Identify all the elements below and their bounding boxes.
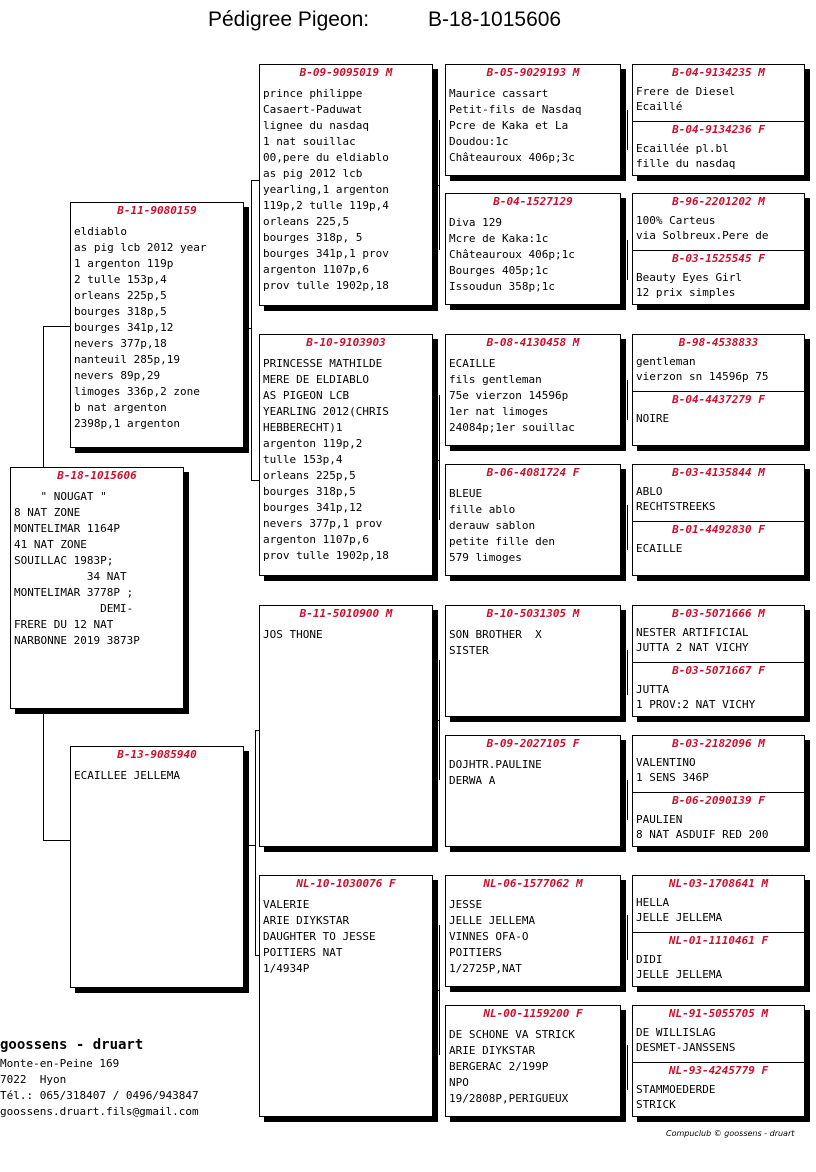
detail-line: DESMET-JANSSENS xyxy=(636,1041,736,1054)
ancestor-male xyxy=(633,65,804,121)
ancestor-female xyxy=(633,1062,804,1118)
detail-line: PAULIEN xyxy=(636,813,683,826)
great-grandparent-ring-number: B-09-2027105 F xyxy=(486,737,580,750)
paternal-grandfather-card xyxy=(259,64,433,306)
detail-line: NOIRE xyxy=(636,412,670,425)
connector-line xyxy=(439,395,440,520)
father-details xyxy=(71,224,243,432)
detail-line: ARIE DIYKSTAR xyxy=(263,914,350,927)
detail-line: via Solbreux.Pere de xyxy=(636,229,769,242)
ancestor-female xyxy=(633,121,804,177)
great-grandparent-details xyxy=(446,215,620,295)
detail-line: petite fille den xyxy=(449,535,555,548)
mother-ring-number: B-13-9085940 xyxy=(117,748,197,761)
detail-line: " NOUGAT " xyxy=(14,490,107,503)
detail-line: vierzon sn 14596p 75 xyxy=(636,370,769,383)
great-grandparent-card xyxy=(445,1005,621,1117)
detail-line: as pig 2012 lcb xyxy=(263,167,363,180)
connector-line xyxy=(627,240,628,280)
ancestor-ring-number: B-03-4135844 M xyxy=(672,466,765,479)
detail-line: prov tulle 1902p,18 xyxy=(263,549,389,562)
ancestor-details xyxy=(633,682,804,712)
page-title xyxy=(0,4,816,32)
ancestor-ring-number: B-03-5071667 F xyxy=(672,664,765,677)
paternal-grandmother-card xyxy=(259,334,433,576)
detail-line: 00,pere du eldiablo xyxy=(263,151,389,164)
ancestor-female xyxy=(633,250,804,306)
paternal-grandmother-details xyxy=(260,356,432,564)
great-grandparent-ring-number: B-06-4081724 F xyxy=(486,466,580,479)
detail-line: NARBONNE 2019 3873P xyxy=(14,634,140,647)
great-grandparent-details xyxy=(446,627,620,659)
detail-line: BERGERAC 2/199P xyxy=(449,1060,549,1073)
maternal-grandmother-ring-number: NL-10-1030076 F xyxy=(296,877,396,890)
connector-line xyxy=(251,180,252,480)
detail-line: fils gentleman xyxy=(449,373,542,386)
ancestor-male xyxy=(633,1006,804,1062)
detail-line: 75e vierzon 14596p xyxy=(449,389,569,402)
ancestor-pair-card xyxy=(632,464,805,576)
great-grandparent-details xyxy=(446,486,620,566)
subject-pigeon-card xyxy=(10,467,184,709)
detail-line: AS PIGEON LCB xyxy=(263,389,350,402)
great-grandparent-card xyxy=(445,875,621,987)
ancestor-details xyxy=(633,1025,804,1055)
ancestor-pair-card xyxy=(632,875,805,987)
ancestor-female xyxy=(633,792,804,848)
detail-line: Issoudun 358p;1c xyxy=(449,280,555,293)
connector-line xyxy=(433,460,440,461)
ancestor-ring-number: B-03-5071666 M xyxy=(672,607,765,620)
detail-line: 8 NAT ASDUIF RED 200 xyxy=(636,828,769,841)
detail-line: tulle 153p,4 xyxy=(263,453,343,466)
great-grandparent-ring-number: NL-06-1577062 M xyxy=(483,877,583,890)
detail-line: PRINCESSE MATHILDE xyxy=(263,357,383,370)
detail-line: SON BROTHER X xyxy=(449,628,542,641)
detail-line: 100% Carteus xyxy=(636,214,716,227)
mother-details xyxy=(71,768,243,784)
ancestor-details xyxy=(633,354,804,384)
ancestor-details xyxy=(633,484,804,514)
connector-line xyxy=(627,780,628,820)
breeder-address: Monte-en-Peine 169 xyxy=(0,1057,120,1070)
great-grandparent-card xyxy=(445,605,621,717)
detail-line: prince philippe xyxy=(263,87,363,100)
detail-line: bourges 341p,12 xyxy=(74,321,174,334)
detail-line: bourges 318p,5 xyxy=(74,305,167,318)
ancestor-ring-number: B-98-4538833 xyxy=(678,336,759,349)
ancestor-details xyxy=(633,411,804,426)
detail-line: Maurice cassart xyxy=(449,87,549,100)
ancestor-male xyxy=(633,876,804,932)
connector-line xyxy=(627,505,628,550)
title-label: Pédigree Pigeon: xyxy=(208,8,370,31)
ancestor-ring-number: NL-93-4245779 F xyxy=(668,1064,769,1077)
detail-line: Châteauroux 406p;1c xyxy=(449,248,575,261)
maternal-grandfather-card xyxy=(259,605,433,847)
great-grandparent-ring-number: B-04-1527129 xyxy=(493,195,573,208)
detail-line: 12 prix simples xyxy=(636,286,736,299)
detail-line: BLEUE xyxy=(449,487,483,500)
ancestor-details xyxy=(633,755,804,785)
subject-details xyxy=(11,489,183,649)
ancestor-pair-card xyxy=(632,735,805,847)
paternal-grandfather-ring-number: B-09-9095019 M xyxy=(299,66,393,79)
ancestor-details xyxy=(633,141,804,171)
ancestor-pair-card xyxy=(632,193,805,305)
ancestor-ring-number: B-96-2201202 M xyxy=(672,195,765,208)
detail-line: 19/2808P,PERIGUEUX xyxy=(449,1092,569,1105)
detail-line: YEARLING 2012(CHRIS xyxy=(263,405,389,418)
detail-line: bourges 318p,5 xyxy=(263,485,356,498)
detail-line: Diva 129 xyxy=(449,216,502,229)
connector-line xyxy=(43,712,44,840)
connector-line xyxy=(251,180,259,181)
breeder-email: goossens.druart.fils@gmail.com xyxy=(0,1105,199,1118)
detail-line: SOUILLAC 1983P; xyxy=(14,554,114,567)
detail-line: JELLE JELLEMA xyxy=(636,911,723,924)
detail-line: Petit-fils de Nasdaq xyxy=(449,103,582,116)
detail-line: bourges 341p,12 xyxy=(263,501,363,514)
great-grandparent-details xyxy=(446,356,620,436)
detail-line: VALENTINO xyxy=(636,756,696,769)
ancestor-details xyxy=(633,213,804,243)
breeder-city: 7022 Hyon xyxy=(0,1073,67,1086)
breeder-info xyxy=(0,1036,240,1120)
detail-line: ECAILLE xyxy=(449,357,496,370)
detail-line: 579 limoges xyxy=(449,551,522,564)
connector-line xyxy=(433,720,440,721)
great-grandparent-ring-number: B-08-4130458 M xyxy=(486,336,580,349)
ancestor-ring-number: NL-03-1708641 M xyxy=(668,877,769,890)
ancestor-male xyxy=(633,736,804,792)
detail-line: 1 nat souillac xyxy=(263,135,356,148)
detail-line: DEMI- xyxy=(14,602,134,615)
detail-line: JOS THONE xyxy=(263,628,323,641)
connector-line xyxy=(627,650,628,695)
father-card xyxy=(70,202,244,448)
detail-line: yearling,1 argenton xyxy=(263,183,389,196)
maternal-grandfather-details xyxy=(260,627,432,643)
ancestor-female xyxy=(633,521,804,577)
detail-line: Beauty Eyes Girl xyxy=(636,271,742,284)
connector-line xyxy=(627,915,628,960)
detail-line: 41 NAT ZONE xyxy=(14,538,87,551)
detail-line: 2 tulle 153p,4 xyxy=(74,273,167,286)
detail-line: Ecaillé xyxy=(636,100,683,113)
ancestor-male xyxy=(633,194,804,250)
ancestor-ring-number: NL-01-1110461 F xyxy=(668,934,769,947)
detail-line: JUTTA xyxy=(636,683,670,696)
detail-line: bourges 318p, 5 xyxy=(263,231,363,244)
detail-line: nevers 377p,18 xyxy=(74,337,167,350)
great-grandparent-card xyxy=(445,334,621,446)
ancestor-details xyxy=(633,1082,804,1112)
detail-line: DIDI xyxy=(636,953,663,966)
title-ring-number: B-18-1015606 xyxy=(428,8,562,31)
connector-line xyxy=(627,1045,628,1090)
detail-line: STRICK xyxy=(636,1098,676,1111)
great-grandparent-card xyxy=(445,193,621,305)
detail-line: prov tulle 1902p,18 xyxy=(263,279,389,292)
ancestor-ring-number: B-01-4492830 F xyxy=(672,523,765,536)
footer-credit: Compuclub © goossens - druart xyxy=(666,1129,795,1138)
detail-line: Bourges 405p;1c xyxy=(449,264,549,277)
detail-line: ABLO xyxy=(636,485,663,498)
great-grandparent-details xyxy=(446,757,620,789)
maternal-grandfather-ring-number: B-11-5010900 M xyxy=(299,607,393,620)
great-grandparent-card xyxy=(445,735,621,847)
detail-line: DERWA A xyxy=(449,774,496,787)
detail-line: NPO xyxy=(449,1076,469,1089)
detail-line: Ecaillée pl.bl xyxy=(636,142,729,155)
great-grandparent-ring-number: B-05-9029193 M xyxy=(486,66,580,79)
detail-line: nevers 89p,29 xyxy=(74,369,161,382)
detail-line: DOJHTR.PAULINE xyxy=(449,758,542,771)
paternal-grandfather-details xyxy=(260,86,432,294)
detail-line: DE SCHONE VA STRICK xyxy=(449,1028,575,1041)
detail-line: 34 NAT xyxy=(14,570,127,583)
ancestor-ring-number: B-06-2090139 F xyxy=(672,794,765,807)
mother-card xyxy=(70,746,244,988)
detail-line: 119p,2 tulle 119p,4 xyxy=(263,199,389,212)
detail-line: 24084p;1er souillac xyxy=(449,421,575,434)
detail-line: JELLE JELLEMA xyxy=(636,968,723,981)
connector-line xyxy=(244,328,252,329)
ancestor-ring-number: B-03-1525545 F xyxy=(672,252,765,265)
detail-line: Frere de Diesel xyxy=(636,85,736,98)
great-grandparent-card xyxy=(445,64,621,176)
great-grandparent-ring-number: NL-00-1159200 F xyxy=(483,1007,583,1020)
detail-line: eldiablo xyxy=(74,225,127,238)
detail-line: RECHTSTREEKS xyxy=(636,500,716,513)
ancestor-pair-card xyxy=(632,64,805,176)
detail-line: 8 NAT ZONE xyxy=(14,506,81,519)
maternal-grandmother-details xyxy=(260,897,432,977)
detail-line: DAUGHTER TO JESSE xyxy=(263,930,376,943)
detail-line: b nat argenton xyxy=(74,401,167,414)
detail-line: Pcre de Kaka et La xyxy=(449,119,569,132)
ancestor-ring-number: B-04-9134235 M xyxy=(672,66,765,79)
connector-line xyxy=(43,840,70,841)
detail-line: 1 argenton 119p xyxy=(74,257,174,270)
detail-line: MONTELIMAR 3778P ; xyxy=(14,586,134,599)
detail-line: FRERE DU 12 NAT xyxy=(14,618,114,631)
detail-line: STAMMOEDERDE xyxy=(636,1083,716,1096)
connector-line xyxy=(255,730,256,955)
detail-line: JESSE xyxy=(449,898,483,911)
detail-line: orleans 225p,5 xyxy=(263,469,356,482)
detail-line: derauw sablon xyxy=(449,519,536,532)
connector-line xyxy=(43,326,70,327)
detail-line: SISTER xyxy=(449,644,489,657)
ancestor-pair-card xyxy=(632,605,805,717)
detail-line: limoges 336p,2 zone xyxy=(74,385,200,398)
father-ring-number: B-11-9080159 xyxy=(117,204,197,217)
connector-line xyxy=(433,185,440,186)
detail-line: NESTER ARTIFICIAL xyxy=(636,626,749,639)
detail-line: ECAILLE xyxy=(636,542,683,555)
ancestor-pair-card xyxy=(632,1005,805,1117)
ancestor-details xyxy=(633,84,804,114)
ancestor-ring-number: B-04-4437279 F xyxy=(672,393,765,406)
detail-line: argenton 1107p,6 xyxy=(263,263,369,276)
detail-line: lignee du nasdaq xyxy=(263,119,369,132)
detail-line: as pig lcb 2012 year xyxy=(74,241,207,254)
ancestor-female xyxy=(633,391,804,447)
detail-line: gentleman xyxy=(636,355,696,368)
detail-line: POITIERS NAT xyxy=(263,946,343,959)
detail-line: VINNES OFA-O xyxy=(449,930,529,943)
connector-line xyxy=(627,110,628,150)
detail-line: Casaert-Paduwat xyxy=(263,103,363,116)
great-grandparent-details xyxy=(446,86,620,166)
ancestor-female xyxy=(633,932,804,988)
detail-line: HELLA xyxy=(636,896,670,909)
subject-ring-number: B-18-1015606 xyxy=(57,469,137,482)
detail-line: argenton 119p,2 xyxy=(263,437,363,450)
great-grandparent-card xyxy=(445,464,621,576)
detail-line: 1/2725P,NAT xyxy=(449,962,522,975)
ancestor-male xyxy=(633,335,804,391)
detail-line: ARIE DIYKSTAR xyxy=(449,1044,536,1057)
breeder-phone: Tél.: 065/318407 / 0496/943847 xyxy=(0,1089,199,1102)
detail-line: DE WILLISLAG xyxy=(636,1026,716,1039)
detail-line: ECAILLEE JELLEMA xyxy=(74,769,180,782)
detail-line: 1er nat limoges xyxy=(449,405,549,418)
paternal-grandmother-ring-number: B-10-9103903 xyxy=(306,336,386,349)
detail-line: MONTELIMAR 1164P xyxy=(14,522,120,535)
maternal-grandmother-card xyxy=(259,875,433,1117)
detail-line: JUTTA 2 NAT VICHY xyxy=(636,641,749,654)
ancestor-male xyxy=(633,606,804,662)
ancestor-female xyxy=(633,662,804,718)
detail-line: fille ablo xyxy=(449,503,516,516)
connector-line xyxy=(433,990,440,991)
detail-line: Châteauroux 406p;3c xyxy=(449,151,575,164)
connector-line xyxy=(627,380,628,420)
ancestor-ring-number: NL-91-5055705 M xyxy=(668,1007,769,1020)
detail-line: HEBBERECHT)1 xyxy=(263,421,343,434)
ancestor-ring-number: B-04-9134236 F xyxy=(672,123,765,136)
detail-line: 1 PROV:2 NAT VICHY xyxy=(636,698,756,711)
detail-line: orleans 225p,5 xyxy=(74,289,167,302)
connector-line xyxy=(244,845,256,846)
detail-line: argenton 1107p,6 xyxy=(263,533,369,546)
ancestor-details xyxy=(633,952,804,982)
ancestor-details xyxy=(633,270,804,300)
great-grandparent-details xyxy=(446,1027,620,1107)
connector-line xyxy=(43,326,44,468)
ancestor-details xyxy=(633,895,804,925)
detail-line: nanteuil 285p,19 xyxy=(74,353,180,366)
detail-line: Mcre de Kaka:1c xyxy=(449,232,549,245)
detail-line: bourges 341p,1 prov xyxy=(263,247,389,260)
detail-line: 1 SENS 346P xyxy=(636,771,709,784)
detail-line: Doudou:1c xyxy=(449,135,509,148)
detail-line: orleans 225,5 xyxy=(263,215,350,228)
detail-line: nevers 377p,1 prov xyxy=(263,517,383,530)
ancestor-pair-card xyxy=(632,334,805,446)
detail-line: POITIERS xyxy=(449,946,502,959)
ancestor-ring-number: B-03-2182096 M xyxy=(672,737,765,750)
detail-line: VALERIE xyxy=(263,898,310,911)
ancestor-male xyxy=(633,465,804,521)
connector-line xyxy=(251,480,259,481)
ancestor-details xyxy=(633,625,804,655)
detail-line: 2398p,1 argenton xyxy=(74,417,180,430)
detail-line: fille du nasdaq xyxy=(636,157,736,170)
detail-line: JELLE JELLEMA xyxy=(449,914,536,927)
ancestor-details xyxy=(633,812,804,842)
detail-line: 1/4934P xyxy=(263,962,310,975)
breeder-name: goossens - druart xyxy=(0,1037,144,1053)
great-grandparent-details xyxy=(446,897,620,977)
ancestor-details xyxy=(633,541,804,556)
detail-line: MERE DE ELDIABLO xyxy=(263,373,369,386)
great-grandparent-ring-number: B-10-5031305 M xyxy=(486,607,580,620)
